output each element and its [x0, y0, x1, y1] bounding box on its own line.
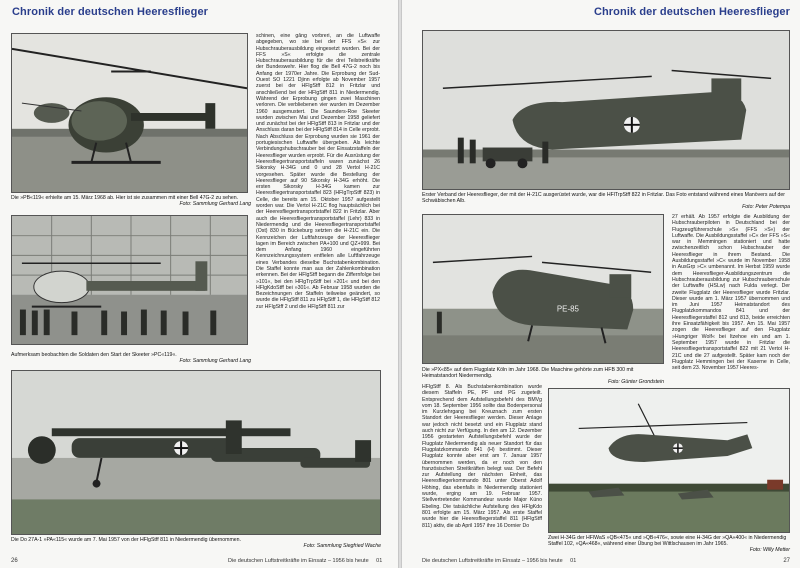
- caption-top-left: [11, 195, 251, 207]
- caption-top-right: [422, 192, 790, 210]
- photo-h21-maneuver: [422, 30, 790, 190]
- left-page: [0, 0, 398, 568]
- svg-text:PE-85: PE-85: [556, 304, 579, 314]
- caption-text: Die »PB«119« erhielte am 15. März 1968 ab. Hier ist sie zusammen mit einer Bell 47G-2 zu sehen.: [11, 195, 239, 201]
- right-page: [402, 0, 800, 568]
- caption-bottom-left: [11, 537, 381, 549]
- photo-credit: Foto: Sammlung Gerhard Lang: [179, 201, 251, 207]
- page-number-right: 27: [783, 558, 790, 564]
- caption-mid-left: [11, 352, 251, 364]
- footer-title: Die deutschen Luftstreitkräfte im Einsatz – 1956 bis heute: [422, 558, 563, 564]
- footer-right: [422, 558, 576, 564]
- photo-do27-row: [11, 370, 381, 535]
- caption-text: Die »PX«85« auf dem Flugplatz Köln im Jahr 1968. Die Maschine gehörte zum HFB 300 mit Heimatstandort Niedermendig.: [422, 367, 634, 379]
- photo-h21-airfield: [422, 214, 664, 364]
- photo-helicopter-parked: [11, 33, 248, 193]
- footer-issue: 01: [376, 558, 383, 564]
- photo-h34-formation: [548, 388, 790, 533]
- photo-credit: Foto: Sammlung Siegfried Wache: [303, 543, 381, 549]
- caption-bottom-right: [548, 535, 790, 553]
- caption-mid-right: [422, 367, 664, 385]
- body-text-right-column: 27 erhält. Ab 1957 erfolgte die Ausbildung der Hubschrauberpiloten in Deutschland bei der Flugzeugführerschule »S« (FFS »S«) der Luftwaffe. Die Ausbildungsstaffel »C« der FFS »S« war in Memmingen stationiert und hatte zwischenzeitlich schon Hubschrauber der Heeresflieger in ihrem Bestand. Die Ausbildungsstaffel »C« wurde im November 1958 in AusGrp »C« umbenannt. Im Herbst 1959 wurde dem Heeresflieger-Ausbildungszentrum die Hubschrauberausbildung zur Hubschrauberschule der Luftwaffe (HSLw) nach Fulda verlegt. Der zweite Flugplatz der Heeresflieger wurde Fritzlar. Dieser wurde am 1. März 1957 übernommen und im Juni 1957 Heimatstandort des Flugplatzkommandos 841 und der Heeresfliegerstaffel 812 und 813, beide erreichten ihre Einsatzfähigkeit bis 1957. Am 15. Mai 1957 zogen die Heeresflieger auf den Flugplatz »Hungriger Wolf« bei Itzehoe ein und am 1. September 1957 wurde in Fritzlar die Heeresfliegertransportstaffel 822 mit 21 Vertol H-21C und die 27 aufgestellt. Später kam noch der Flugplatz Hemmingen bei der Kaserne in Celle, seit dem 23. November 1957 Heeres-: [672, 214, 790, 372]
- photo-credit: Foto: Günter Grondstein: [608, 379, 664, 385]
- photo-credit: Foto: Willy Metter: [749, 547, 790, 553]
- running-head-left: Chronik der deutschen Heeresflieger: [12, 6, 209, 18]
- photo-skeeter-hangar: [11, 215, 248, 345]
- photo-credit: Foto: Sammlung Gerhard Lang: [179, 358, 251, 364]
- photo-credit: Foto: Peter Potempa: [742, 204, 790, 210]
- caption-text: Erster Verband der Heeresflieger, der mit der H-21C ausgerüstet wurde, war die HFlTrpStff 822 in Fritzlar. Das Foto entstand während eines Manövers auf der Schwäbischen Alb.: [422, 192, 786, 204]
- running-head-right: Chronik der deutschen Heeresflieger: [593, 6, 790, 18]
- body-text-right-lower: HFlgStff 8. Als Buchstabenkombination wurde diesem Staffeln PE, PF und PG zugeteilt. Entsprechend dem Aufstellungsbefehl des BMVg vom 18. September 1956 sollte das Bodenpersonal im Kurzlehrgang bei Kreuznach zum ersten Standort der Heeresflieger werden. Dieser Anlage war jedoch nicht besetzt und ein Flugplatz stand auch nicht zur Verfügung. In den am 12. Dezember 1956 gestarteten Aufstellungsbefehl wurde der Flugplatz Niedermendig als neuer Standort für das Flugplatzkommando 841 (H) bestimmt. Dieser Flugplatz konnte aber erst am 7. Januar 1957 übernommen werden, da er noch von den französischen Streitkräften belegt war. Der Befehl zur Aufstellung der nächsten Einheit, das Heeresfliegerkommando 801 unter Oberst Adolf Höhing, das ebenfalls in Niedermendig stationiert wurde, erging am 19. Februar 1957. Stellvertretender Kommandeur wurde Major Küno Ebeling. Die tatsächliche Aufstellung des HFlgKdo 801 erfolgte am 15. März 1957. Als erste Staffel wurde hier die Heeresfliegerstaffel 811 (HFlgStff 811) aktiv, die ab April 1957 ihre 16 Dornier Do: [422, 384, 542, 529]
- caption-text: Aufmerksam beobachten die Soldaten den Start der Skeeter »PC«119«.: [11, 352, 177, 358]
- body-text-left: schinen, eine gång vorbreri, an die Luftwaffe abgegeben, wo sie bei der FFS »S« zur Hubschrauberausbildung eingesetzt wurden. Bei der FFS »S« erfolgte die zentrale Hubschrauberausbildung für die drei Teilstreitkräfte der Bundeswehr. Hier flog die Bell 47G-2 noch bis Anfang der 1970er Jahre. Die Erprobung der Sud-Ouest SO 1221 Djinn erfolgte ab November 1957 zuerst bei der HFlgStff 812 in Fritzlar und anschließend bei der HFlgStff 811 in Niedermendig. Während der Erprobung gingen zwei Maschinen verloren. Die verbliebenen vier wurden im Dezember 1960 ausgemustert. Die Saunders-Roe Skeeter wurden zwischen Mai und Dezember 1958 geliefert und zunächst bei der HFlgStff 813 in Fritzlar und der Anschluss daran bei der HFlgStff 814 in Celle erprobt. Nach Abschluss der Erprobung wurden sie 1961 der portugiesischen Luftwaffe übergeben. Als leichte Verbindungshubschrauber bei der Einsatzstaffeln der Heeresflieger wurden erprobt. Für die Ausrüstung der Heeresfliegertransportstaffeln waren zunächst 26 Sikorsky H-34G und 0 und 28 Vertol H-21C vorgesehen. Später wurde die Bestellung der Heeresflieger auf 90 Sikorsky H-34G erhöht. Die ersten Sikorsky H-34G kamen zur Heeresfliegertransportstaffel 823 (HFlgTrpStff 823) in Celle, die bereits am 15. Oktober 1957 aufgestellt worden war. Die Vertol H-21C flog hauptsächlich bei der Heeresfliegertransportstaffel 822 in Fritzlar. Aber auch die Heeresfliegertransportstaffel (Lehr) 833 in Niedermendig und die Heeresfliegertransportstaffel (Ost) 830 in Bückeburg setzten die H-21C ein. Die Kennzeichen der Luftfahrzeuge der Heeresflieger lagen im Bereich zwischen PA+100 und QZ+999. Bei dem Anfang 1960 eingeführten Kennzeichnungssystem entfielen alle Luftfahrzeuge eines Verbandes dieselbe Buchstabenkombination. Die Staffel konnte man aus der Zahlenkombination erkennen. Bei der HFlgStff begann die Ziffernfolge bei »101«, bei den HFlgTrpStff bei »201« und bei den HFlgKdoStff bei »301«. Ab Februar 1958 wurden die Bezeichnungen der Staffeln teilweise geändert, so wurde die HFlgStff 811 zu HFlgStff 1, die HFlgStff 812 zur HFlgStff 2 und die HFlgStff 811 zur: [256, 33, 380, 310]
- caption-text: Die Do 27A-1 »PA«115« wurde am 7. Mai 1957 von der HFlgStff 811 in Niedermendig übernommen.: [11, 537, 242, 543]
- footer-left: [228, 558, 382, 564]
- caption-text: Zwei H-34G der HFlWaS »QB«475« und »QB«476«, sowie eine H-34G der »QA«400« in Niedermendig Staffel 102, »QA«468«, während einer Übung bei Wittlschausen im Jahr 1965.: [548, 535, 787, 547]
- footer-title: Die deutschen Luftstreitkräfte im Einsatz – 1956 bis heute: [228, 558, 369, 564]
- footer-issue: 01: [570, 558, 577, 564]
- page-number-left: 26: [11, 558, 18, 564]
